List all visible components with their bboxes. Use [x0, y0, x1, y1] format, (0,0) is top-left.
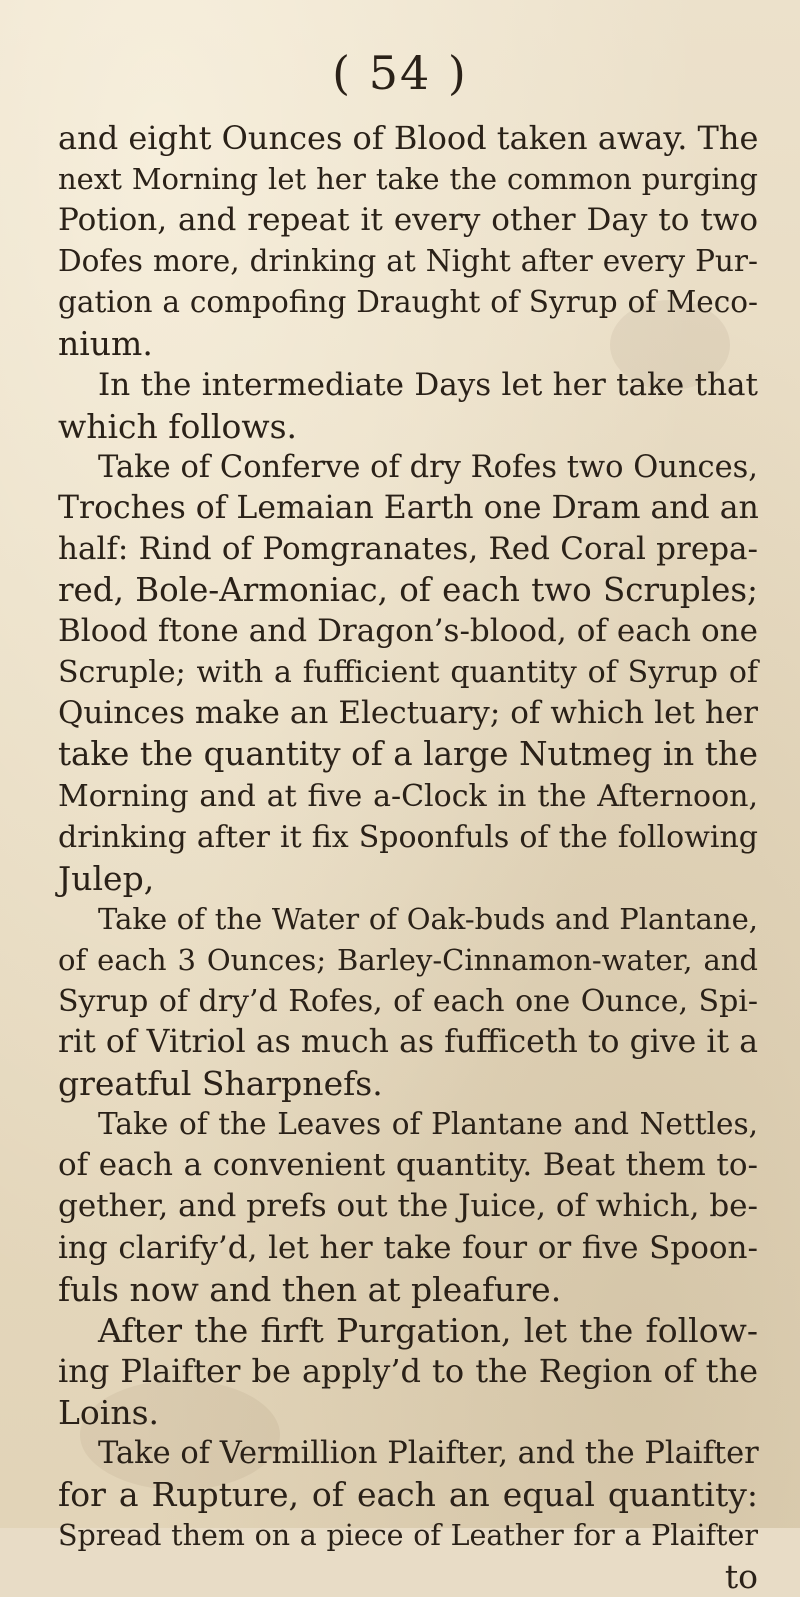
- text-line: Take of Vermillion Plaifter, and the Plaifter: [98, 1436, 759, 1471]
- text-line: ing Plaifter be apply’d to the Region of the: [58, 1351, 758, 1390]
- text-line: half: Rind of Pomgranates, Red Coral prepa-: [58, 530, 758, 567]
- text-line: Julep,: [58, 858, 155, 898]
- text-line: which follows.: [58, 406, 298, 446]
- text-line: Syrup of dry’d Rofes, of each one Ounce, Spi-: [58, 983, 758, 1019]
- text-line: next Morning let her take the common purging: [58, 162, 758, 197]
- text-line: Morning and at five a-Clock in the Afternoon,: [58, 778, 758, 814]
- text-line: gation a compofing Draught of Syrup of Meco-: [58, 285, 758, 320]
- text-line: and eight Ounces of Blood taken away. The: [58, 119, 759, 157]
- text-line: Troches of Lemaian Earth one Dram and an: [58, 489, 759, 526]
- catchword: to: [724, 1557, 758, 1597]
- text-line: Take of the Water of Oak-buds and Plantane,: [98, 901, 758, 936]
- text-line: Loins.: [58, 1392, 160, 1432]
- text-line: Potion, and repeat it every other Day to two: [58, 202, 758, 239]
- text-line: greatful Sharpnefs.: [58, 1064, 383, 1104]
- text-line: Spread them on a piece of Leather for a Plaifter: [58, 1519, 758, 1553]
- text-line: fuls now and then at pleafure.: [58, 1269, 562, 1309]
- text-line: In the intermediate Days let her take that: [98, 366, 758, 403]
- text-line: Blood ftone and Dragon’s-blood, of each one: [58, 613, 758, 650]
- text-line: take the quantity of a large Nutmeg in the: [58, 735, 758, 774]
- text-line: of each a convenient quantity. Beat them to-: [58, 1147, 758, 1184]
- text-line: Quinces make an Electuary; of which let her: [58, 695, 758, 732]
- page-text: [58, 118, 758, 1597]
- page-number: ( 54 ): [332, 46, 468, 100]
- text-line: Scruple; with a fufficient quantity of Syrup of: [58, 655, 758, 691]
- text-line: rit of Vitriol as much as fufficeth to give it a: [58, 1024, 758, 1061]
- text-line: gether, and prefs out the Juice, of which, be-: [58, 1188, 758, 1225]
- text-line: Dofes more, drinking at Night after every Pur-: [58, 244, 758, 279]
- text-line: drinking after it fix Spoonfuls of the following: [58, 819, 758, 855]
- text-line: for a Rupture, of each an equal quantity:: [58, 1475, 758, 1515]
- text-line: Take of Conferve of dry Rofes two Ounces,: [98, 449, 758, 485]
- text-line: Take of the Leaves of Plantane and Nettles,: [98, 1107, 758, 1142]
- text-line: After the firft Purgation, let the follow-: [98, 1310, 758, 1350]
- text-line: nium.: [58, 324, 153, 364]
- text-line: ing clarify’d, let her take four or five Spoon-: [58, 1229, 758, 1266]
- text-line: red, Bole-Armoniac, of each two Scruples;: [58, 571, 758, 610]
- text-line: of each 3 Ounces; Barley-Cinnamon-water, and: [58, 942, 758, 977]
